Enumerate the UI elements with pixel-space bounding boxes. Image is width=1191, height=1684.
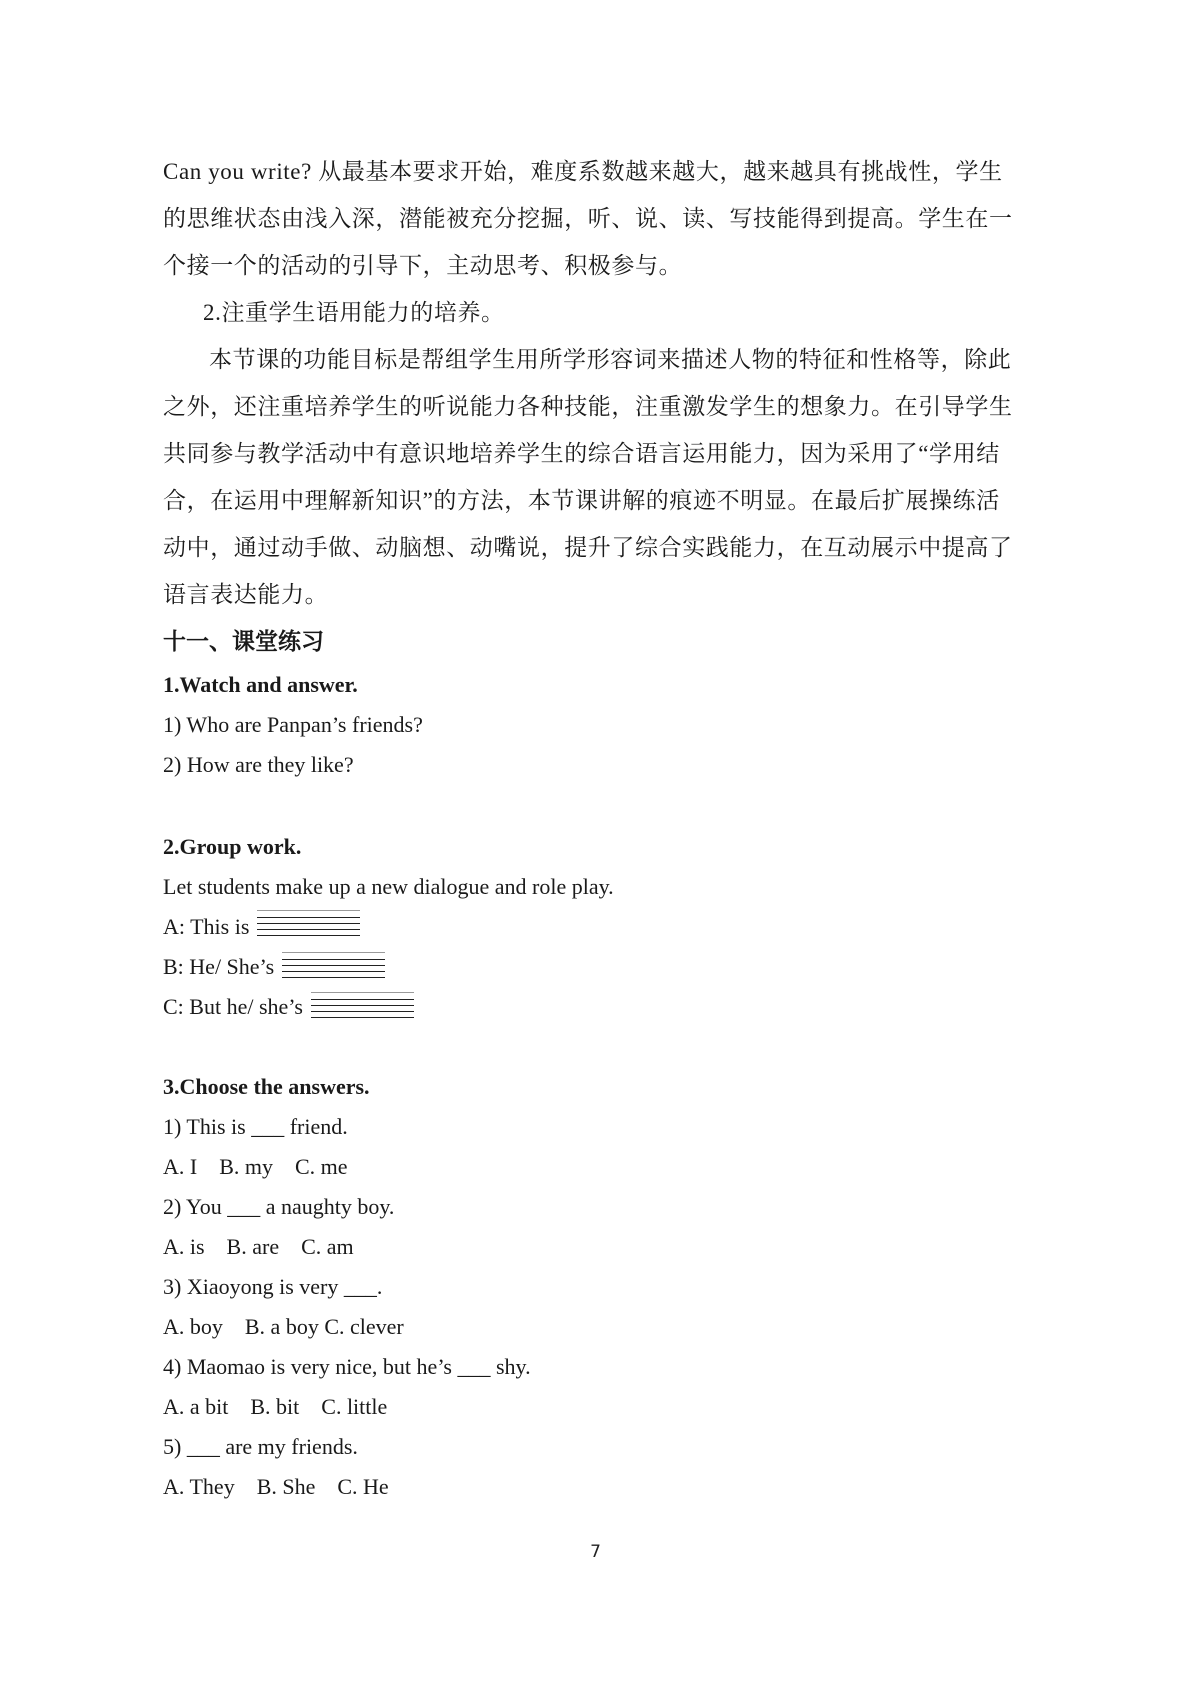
page-content: [163, 148, 1013, 1507]
question-5: 5) ___ are my friends.: [163, 1434, 358, 1459]
dialogue-line-c: [163, 987, 1013, 1027]
dialogue-line-b-text: B: He/ She’s: [163, 954, 275, 979]
paragraph-2-heading: 2.注重学生语用能力的培养。: [203, 300, 505, 325]
question-3-options: A. boy B. a boy C. clever: [163, 1314, 404, 1339]
part1-question-1: 1) Who are Panpan’s friends?: [163, 712, 423, 737]
dialogue-line-b: [163, 947, 1013, 987]
part2-title: 2.Group work.: [163, 834, 302, 859]
question-2-options: A. is B. are C. am: [163, 1234, 354, 1259]
dialogue-line-a: [163, 907, 1013, 947]
page-number: 7: [590, 1542, 601, 1562]
question-2: 2) You ___ a naughty boy.: [163, 1194, 395, 1219]
answer-blank: [282, 950, 385, 980]
question-4-options: A. a bit B. bit C. little: [163, 1394, 388, 1419]
question-3: 3) Xiaoyong is very ___.: [163, 1274, 383, 1299]
dialogue-line-c-text: C: But he/ she’s: [163, 994, 303, 1019]
section-title: 十一、课堂练习: [163, 629, 324, 654]
question-4: 4) Maomao is very nice, but he’s ___ shy.: [163, 1354, 531, 1379]
question-5-options: A. They B. She C. He: [163, 1474, 389, 1499]
part1-title: 1.Watch and answer.: [163, 672, 358, 697]
answer-blank: [257, 908, 360, 938]
part1-question-2: 2) How are they like?: [163, 752, 354, 777]
question-1-options: A. I B. my C. me: [163, 1154, 348, 1179]
part3-title: 3.Choose the answers.: [163, 1074, 370, 1099]
question-1: 1) This is ___ friend.: [163, 1114, 348, 1139]
paragraph-3: 本节课的功能目标是帮组学生用所学形容词来描述人物的特征和性格等，除此之外，还注重培养学生的听说能力各种技能，注重激发学生的想象力。在引导学生共同参与教学活动中有意识地培养学生的综合语言运用能力，因为采用了“学用结合，在运用中理解新知识”的方法，本节课讲解的痕迹不明显。在最后扩展操练活动中，通过动手做、动脑想、动嘴说，提升了综合实践能力，在互动展示中提高了语言表达能力。: [163, 347, 1013, 607]
answer-blank: [311, 990, 414, 1020]
dialogue-line-a-text: A: This is: [163, 914, 250, 939]
paragraph-1: Can you write? 从最基本要求开始，难度系数越来越大，越来越具有挑战性，学生的思维状态由浅入深，潜能被充分挖掘，听、说、读、写技能得到提高。学生在一个接一个的活动的引导下，主动思考、积极参与。: [163, 159, 1013, 278]
part2-intro: Let students make up a new dialogue and role play.: [163, 874, 614, 899]
